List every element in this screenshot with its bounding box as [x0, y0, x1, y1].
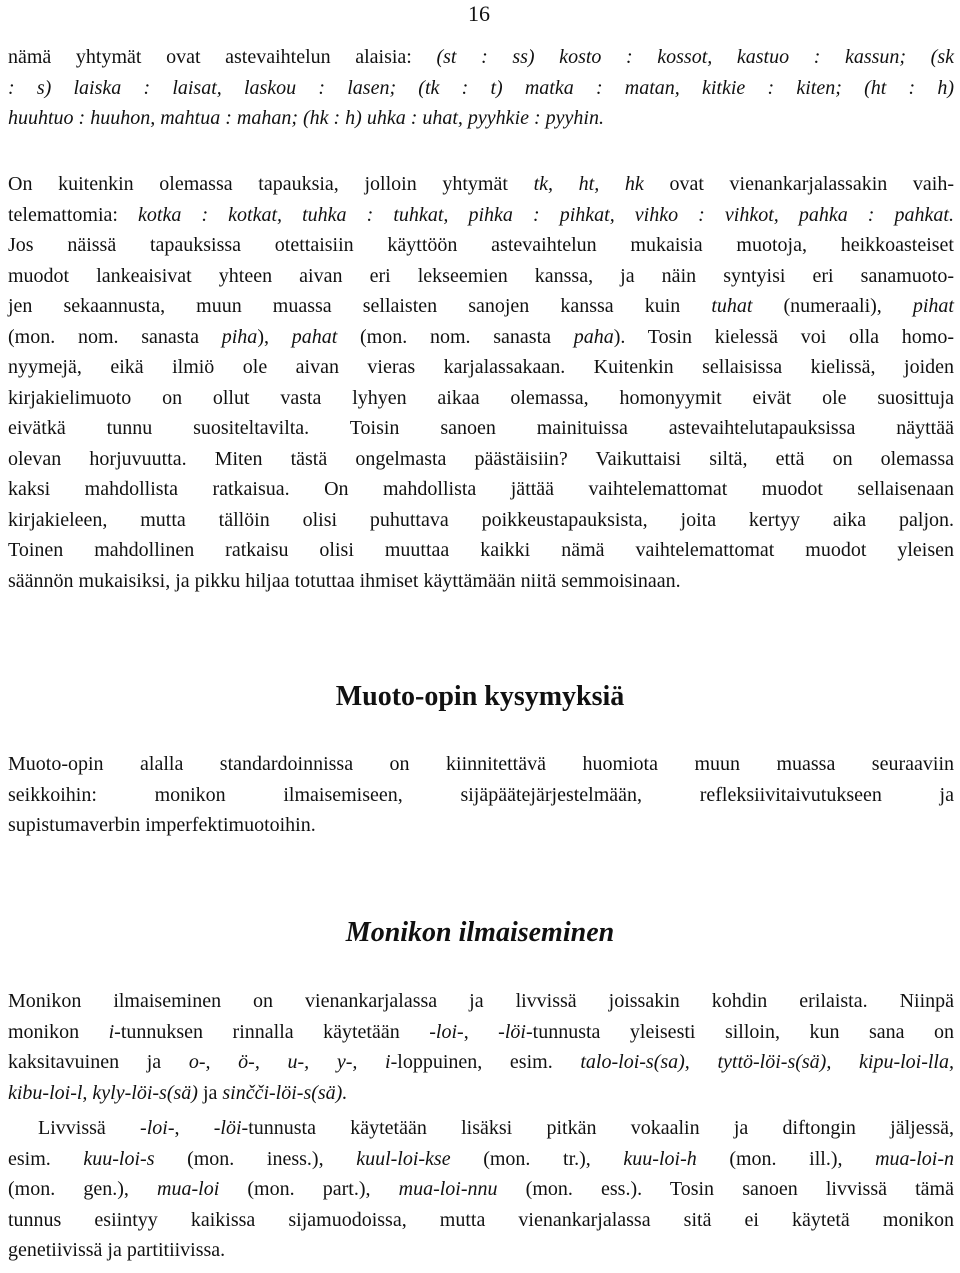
italic-text: mua-loi-n — [875, 1147, 954, 1170]
text-run: Monikon ilmaiseminen on vienankarjalassa ja livvissä joissakin kohdin erilaista. Niinpä — [8, 990, 954, 1012]
text-run: tunnus esiintyy kaikissa sijamuodoissa, mutta vienankarjalassa sitä ei käytetä monikon — [8, 1208, 954, 1231]
section-heading-morphology: Muoto-opin kysymyksiä — [335, 681, 625, 712]
text-run: -tunnusta yleisesti silloin, kun sana on — [525, 1020, 954, 1043]
paragraph-plural-marker — [8, 986, 954, 1108]
paragraph-morphology-intro — [8, 749, 954, 841]
text-run: kirjakielimuoto on ollut vasta lyhyen aikaa olemassa, homonyymit eivät ole suosittuja — [8, 386, 954, 409]
text-run: esim. — [8, 1147, 84, 1170]
italic-text: loi — [435, 1020, 458, 1043]
italic-text: : s) laiska : laisat, laskou : lasen; (tk : t) matka : matan, kitkie : kiten; (ht : h) — [8, 76, 954, 99]
text-run: supistumaverbin imperfektimuotoihin. — [8, 814, 316, 836]
text-line — [8, 42, 954, 73]
italic-text: mua-loi-nnu — [398, 1178, 498, 1200]
section-heading-plural: Monikon ilmaiseminen — [345, 917, 615, 948]
text-run: (mon. iness.), — [154, 1147, 357, 1170]
text-run: -tunnuksen rinnalla käytetään - — [114, 1020, 436, 1043]
text-line — [8, 1017, 954, 1048]
text-run: -, - — [457, 1020, 505, 1043]
text-line — [8, 474, 954, 505]
text-run: -tunnusta käytetään lisäksi pitkän vokaalin ja diftongin jäljessä, — [241, 1117, 955, 1139]
text-line — [8, 1047, 954, 1078]
text-line — [8, 810, 954, 841]
text-run: kaksi mahdollista ratkaisua. On mahdollista jättää vaihtelemattomat muodot sellaisenaan — [8, 478, 954, 500]
italic-text: loi — [146, 1117, 168, 1139]
text-run: kirjakieleen, mutta tällöin olisi puhuttava poikkeustapauksista, joita kertyy aika paljon. — [8, 508, 954, 531]
italic-text: paha — [573, 325, 614, 348]
italic-text: mua-loi — [157, 1178, 220, 1200]
text-run: (mon. nom. sanasta — [8, 325, 222, 348]
text-line — [8, 200, 954, 231]
text-run: säännön mukaisiksi, ja pikku hiljaa totuttaa ihmiset käyttämään niitä semmoisinaan. — [8, 569, 681, 592]
text-line — [8, 169, 954, 200]
italic-text: löi — [220, 1117, 242, 1139]
italic-text: kuu-loi-h — [623, 1147, 697, 1170]
text-line — [8, 383, 954, 414]
text-line — [8, 986, 954, 1017]
text-run: telemattomia: — [8, 203, 139, 226]
text-line — [8, 505, 954, 536]
text-line — [8, 1205, 954, 1236]
text-run: seikkoihin: monikon ilmaisemiseen, sijäpäätejärjestelmään, refleksiivitaivutukseen ja — [8, 783, 954, 806]
text-line — [8, 73, 954, 104]
italic-text: sinčči-löi-s(sä). — [222, 1081, 348, 1104]
text-run: ja — [197, 1081, 223, 1104]
text-run: -loppuinen, esim. — [390, 1051, 581, 1073]
text-run: -, - — [167, 1117, 221, 1139]
text-run: (mon. gen.), — [8, 1178, 158, 1200]
text-run: (mon. ess.). Tosin sanoen livvissä tämä — [497, 1178, 954, 1200]
italic-text: kibu-loi-l, kyly-löi-s(sä) — [8, 1081, 198, 1104]
text-line — [8, 535, 954, 566]
italic-text: pihat — [912, 295, 954, 317]
paragraph-gradation-examples — [8, 42, 954, 134]
text-line — [8, 1113, 954, 1144]
text-run: muodot lankeaisivat yhteen aivan eri lekseemien kanssa, ja näin syntyisi eri sanamuoto- — [8, 264, 954, 287]
text-run: Jos näissä tapauksissa otettaisiin käyttöön astevaihtelun mukaisia muotoja, heikkoasteiset — [8, 234, 954, 256]
italic-text: kotka : kotkat, tuhka : tuhkat, pihka : pihkat, vihko : vihkot, pahka : pahkat. — [138, 203, 954, 226]
text-run: jen sekaannusta, muun muassa sellaisten sanojen kanssa kuin — [8, 295, 712, 317]
italic-text: (st : ss) kosto : kossot, kastuo : kassun; (sk — [436, 46, 954, 68]
text-run: On kuitenkin olemassa tapauksia, jolloin yhtymät — [8, 173, 534, 195]
text-run: ovat vienankarjalassakin vaih- — [643, 173, 955, 195]
text-line — [8, 322, 954, 353]
page-number: 16 — [468, 1, 490, 26]
text-line — [8, 103, 954, 134]
text-run: monikon — [8, 1020, 109, 1043]
text-line — [8, 1144, 954, 1175]
text-run: eivätkä tunnu suositeltavilta. Toisin sanoen mainituissa astevaihtelutapauksissa näyttää — [8, 417, 954, 439]
text-run: (mon. tr.), — [450, 1147, 624, 1170]
italic-text: talo-loi-s(sa), tyttö-löi-s(sä), kipu-loi-lla, — [580, 1051, 954, 1073]
text-line — [8, 1174, 954, 1205]
text-line — [8, 413, 954, 444]
text-line — [8, 1235, 954, 1266]
text-line — [8, 291, 954, 322]
italic-text: kuul-loi-kse — [356, 1147, 451, 1170]
text-line — [8, 749, 954, 780]
text-run: (numeraali), — [752, 295, 913, 317]
italic-text: kuu-loi-s — [83, 1147, 155, 1170]
text-run: genetiivissä ja partitiivissa. — [8, 1239, 226, 1261]
text-line — [8, 1078, 954, 1109]
text-run: nyymejä, eikä ilmiö ole aivan vieras karjalassakaan. Kuitenkin sellaisissa kielissä, joiden — [8, 356, 954, 378]
italic-text: pahat — [291, 325, 338, 348]
text-line — [8, 230, 954, 261]
italic-text: tuhat — [711, 295, 753, 317]
text-run: Toinen mahdollinen ratkaisu olisi muuttaa kaikki nämä vaihtelemattomat muodot yleisen — [8, 539, 954, 561]
text-run: (mon. ill.), — [696, 1147, 876, 1170]
italic-text: piha — [221, 325, 258, 348]
italic-text: i — [108, 1020, 115, 1043]
text-line — [8, 261, 954, 292]
text-run: Livvissä - — [38, 1117, 147, 1139]
text-run: (mon. nom. sanasta — [337, 325, 574, 348]
text-run: ), — [257, 325, 292, 348]
text-line — [8, 566, 954, 597]
italic-text: o-, ö-, u-, y-, i — [188, 1051, 391, 1073]
text-run: kaksitavuinen ja — [8, 1051, 189, 1073]
text-run: Muoto-opin alalla standardoinnissa on kiinnitettävä huomiota muun muassa seuraaviin — [8, 753, 954, 775]
text-line — [8, 780, 954, 811]
text-run: olevan horjuvuutta. Miten tästä ongelmasta päästäisiin? Vaikuttaisi siltä, että on olemassa — [8, 447, 954, 470]
paragraph-non-alternating-clusters — [8, 169, 954, 596]
italic-text: huuhtuo : huuhon, mahtua : mahan; (hk : h) uhka : uhat, pyyhkie : pyyhin. — [8, 107, 604, 129]
paragraph-livvi-plural — [8, 1113, 954, 1266]
text-run: (mon. part.), — [219, 1178, 399, 1200]
italic-text: tk, ht, hk — [533, 173, 644, 195]
text-run: ). Tosin kielessä voi olla homo- — [613, 325, 954, 348]
text-line — [8, 352, 954, 383]
text-run: nämä yhtymät ovat astevaihtelun alaisia: — [8, 46, 437, 68]
text-line — [8, 444, 954, 475]
italic-text: löi — [504, 1020, 526, 1043]
